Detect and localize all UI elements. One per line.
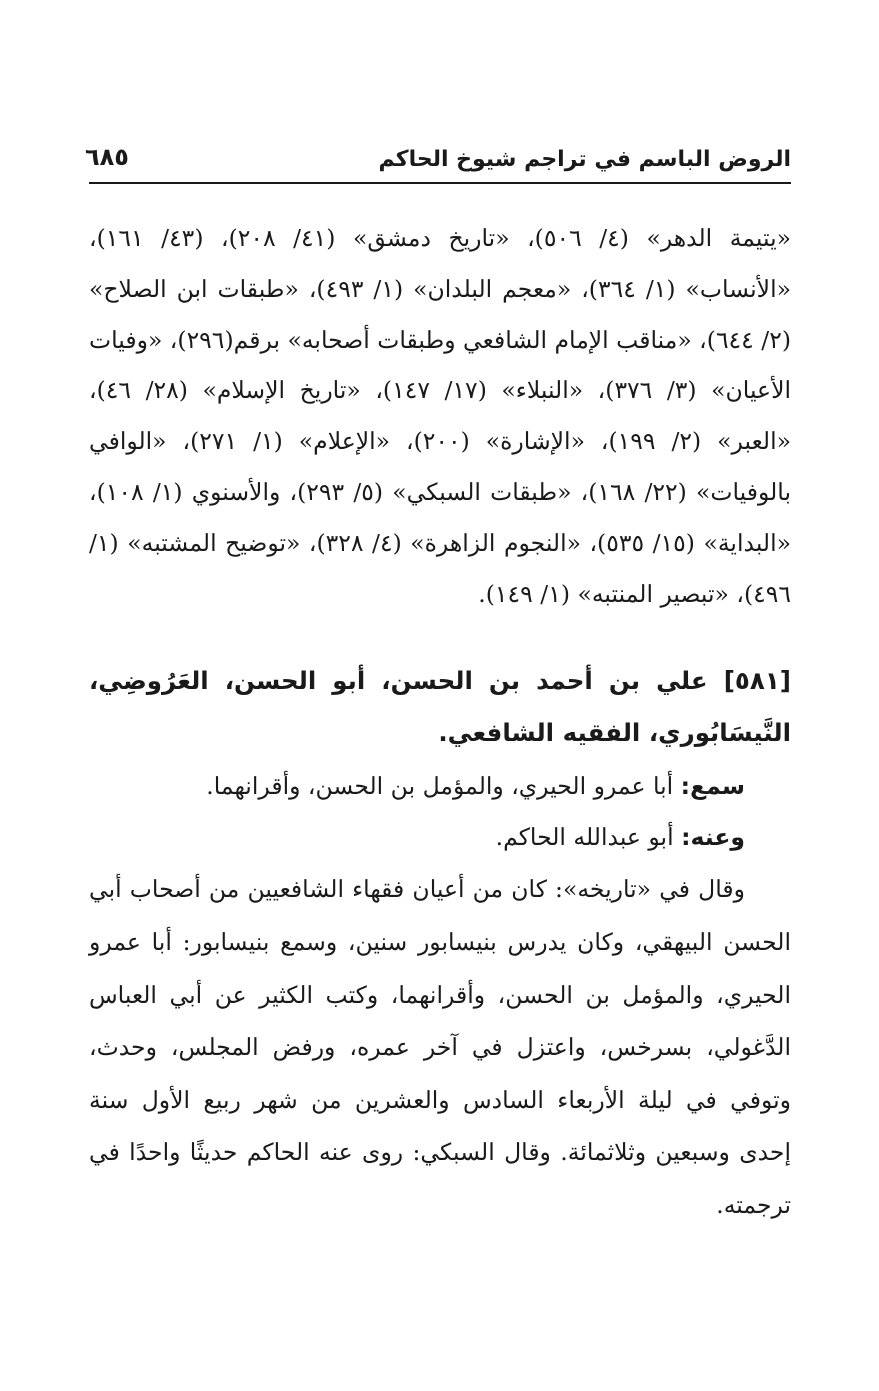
- heard-text: أبا عمرو الحيري، والمؤمل بن الحسن، وأقرانهما.: [206, 772, 674, 801]
- heard-label: سمع:: [680, 772, 745, 801]
- narrated-by-line: [89, 812, 791, 863]
- header-rule: [89, 182, 791, 184]
- page-body: [89, 213, 791, 1232]
- biography-paragraph: وقال في «تاريخه»: كان من أعيان فقهاء الشافعيين من أصحاب أبي الحسن البيهقي، وكان يدرس بنيسابور سنين، وسمع بنيسابور: أبا عمرو الحيري، والمؤمل بن الحسن، وأقرانهما، وكتب الكثير عن أبي العباس الدَّغولي، بسرخس، واعتزل في آخر عمره، ورفض المجلس، وحدث، وتوفي في ليلة الأربعاء السادس والعشرين من شهر ربيع الأول سنة إحدى وسبعين وثلاثمائة. وقال السبكي: روى عنه الحاكم حديثًا واحدًا في ترجمته.: [89, 875, 791, 1219]
- entry-heading: [89, 655, 791, 759]
- references-paragraph: «يتيمة الدهر» (٤/ ٥٠٦)، «تاريخ دمشق» (٤١/ ٢٠٨)، (٤٣/ ١٦١)، «الأنساب» (١/ ٣٦٤)، «معجم البلدان» (١/ ٤٩٣)، «طبقات ابن الصلاح» (٢/ ٦٤٤)، «مناقب الإمام الشافعي وطبقات أصحابه» برقم(٢٩٦)، «وفيات الأعيان» (٣/ ٣٧٦)، «النبلاء» (١٧/ ١٤٧)، «تاريخ الإسلام» (٢٨/ ٤٦)، «العبر» (٢/ ١٩٩)، «الإشارة» (٢٠٠)، «الإعلام» (١/ ٢٧١)، «الوافي بالوفيات» (٢٢/ ١٦٨)، «طبقات السبكي» (٥/ ٢٩٣)، والأسنوي (١/ ١٠٨)، «البداية» (١٥/ ٥٣٥)، «النجوم الزاهرة» (٤/ ٣٢٨)، «توضيح المشتبه» (١/ ٤٩٦)، «تبصير المنتبه» (١/ ١٤٩).: [89, 224, 791, 608]
- heard-from-line: [89, 761, 791, 812]
- page-number: ٦٨٥: [85, 143, 129, 171]
- running-header: [69, 143, 809, 183]
- running-title: الروض الباسم في تراجم شيوخ الحاكم: [378, 147, 791, 172]
- narration-fields: [89, 761, 791, 863]
- entry-number: [٥٨١]: [723, 666, 791, 696]
- entry-heading-text: علي بن أحمد بن الحسن، أبو الحسن، العَرُوضِي، النَّيسَابُوري، الفقيه الشافعي.: [89, 666, 791, 748]
- narrated-by-label: وعنه:: [681, 823, 745, 852]
- narrated-by-text: أبو عبدالله الحاكم.: [495, 823, 674, 852]
